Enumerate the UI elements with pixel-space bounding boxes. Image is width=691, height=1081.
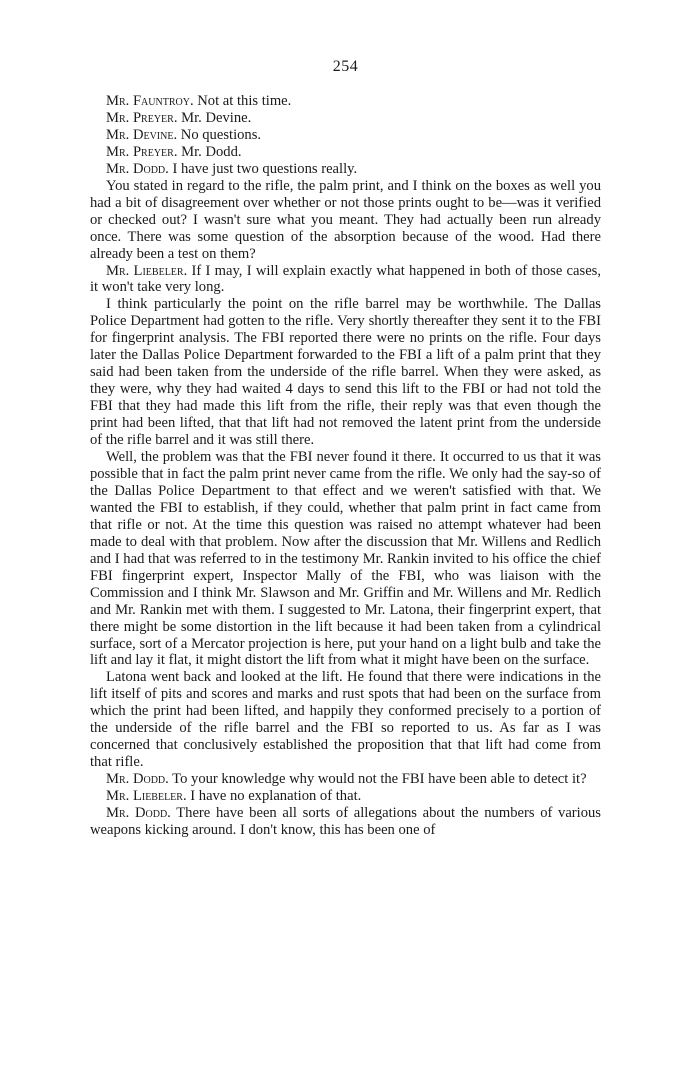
paragraph	[90, 93, 601, 110]
paragraph	[90, 110, 601, 127]
paragraph-text: Mr. Devine.	[177, 109, 252, 126]
transcript-body	[90, 93, 601, 839]
paragraph	[90, 144, 601, 161]
paragraph-text: There have been all sorts of allegations about the numbers of various weapons kicking around. I don't know, this has been one of	[90, 805, 601, 838]
paragraph	[90, 788, 601, 805]
speaker-name: Mr. Devine.	[106, 126, 178, 143]
speaker-name: Mr. Dodd.	[106, 771, 169, 788]
paragraph	[90, 127, 601, 144]
paragraph-text: If I may, I will explain exactly what happened in both of those cases, it won't take very long.	[90, 262, 602, 296]
paragraph-text: Latona went back and looked at the lift. He found that there were indications in the lift itself of pits and scores and marks and rust spots that had been on the surface from which the print had been lifted, and happily they conformed precisely to a portion of the underside of the rifle barrel and the FBI so reported to us. As far as I was concerned that conclusively established the proposition that that lift had come from that rifle.	[90, 669, 601, 771]
page-number: 254	[332, 58, 359, 75]
paragraph-text: To your knowledge why would not the FBI have been able to detect it?	[168, 771, 587, 788]
speaker-name: Mr. Liebeler.	[106, 788, 187, 805]
paragraph-text: I have just two questions really.	[168, 160, 358, 177]
paragraph-text: Not at this time.	[193, 93, 292, 109]
paragraph	[90, 669, 601, 771]
paragraph	[90, 178, 601, 263]
paragraph-text: You stated in regard to the rifle, the palm print, and I think on the boxes as well you had a bit of disagreement over whether or not those prints ought to be—was it verified or checked out? I wasn't sure what you meant. They had actually been run already once. There was some question of the absorption because of the wood. Had there already been a test on them?	[90, 177, 601, 262]
speaker-name: Mr. Dodd.	[106, 160, 169, 177]
paragraph	[90, 161, 601, 178]
paragraph-text: I have no explanation of that.	[186, 788, 362, 805]
paragraph	[90, 449, 601, 669]
speaker-name: Mr. Liebeler.	[106, 262, 188, 279]
paragraph	[90, 771, 601, 788]
paragraph	[90, 805, 601, 839]
speaker-name: Mr. Preyer.	[106, 143, 178, 160]
paragraph-text: Well, the problem was that the FBI never found it there. It occurred to us that it was possible that in fact the palm print never came from the rifle. We only had the say-so of the Dallas Police Department to that effect and we weren't satisfied with that. We wanted the FBI to establish, if they could, whether that palm print in fact came from that rifle or not. At the time this question was raised no attempt whatever had been made to deal with that problem. Now after the discussion that Mr. Willens and Redlich and I had that was referred to in the testimony Mr. Rankin invited to his office the chief FBI fingerprint expert, Inspector Mally of the FBI, who was liaison with the Commission and I think Mr. Slawson and Mr. Griffin and Mr. Willens and Mr. Redlich and Mr. Rankin met with them. I suggested to Mr. Latona, their fingerprint expert, that there might be some distortion in the lift because it had been taken from a cylindrical surface, sort of a Mercator projection is here, put your hand on a light bulb and take the lift and lay it flat, it might distort the lift from what it might have been on the surface.	[90, 449, 601, 669]
paragraph	[90, 296, 601, 449]
paragraph	[90, 263, 601, 297]
speaker-name: Mr. Dodd.	[106, 805, 171, 822]
paragraph-text: I think particularly the point on the rifle barrel may be worthwhile. The Dallas Police Department had gotten to the rifle. Very shortly thereafter they sent it to the FBI for fingerprint analysis. The FBI reported there were no prints on the rifle. Four days later the Dallas Police Department forwarded to the FBI a lift of a palm print that they said had been taken from the underside of the rifle barrel. When they were asked, as they were, why they had waited 4 days to send this lift to the FBI or had not told the FBI that they had made this lift from the rifle, their reply was that even though the print had been lifted, that that lift had not removed the latent print from the underside of the rifle barrel and it was still there.	[90, 296, 601, 449]
paragraph-text: Mr. Dodd.	[177, 143, 242, 160]
speaker-name: Mr. Fauntroy.	[106, 93, 194, 109]
paragraph-text: No questions.	[177, 126, 262, 143]
speaker-name: Mr. Preyer.	[106, 109, 178, 126]
